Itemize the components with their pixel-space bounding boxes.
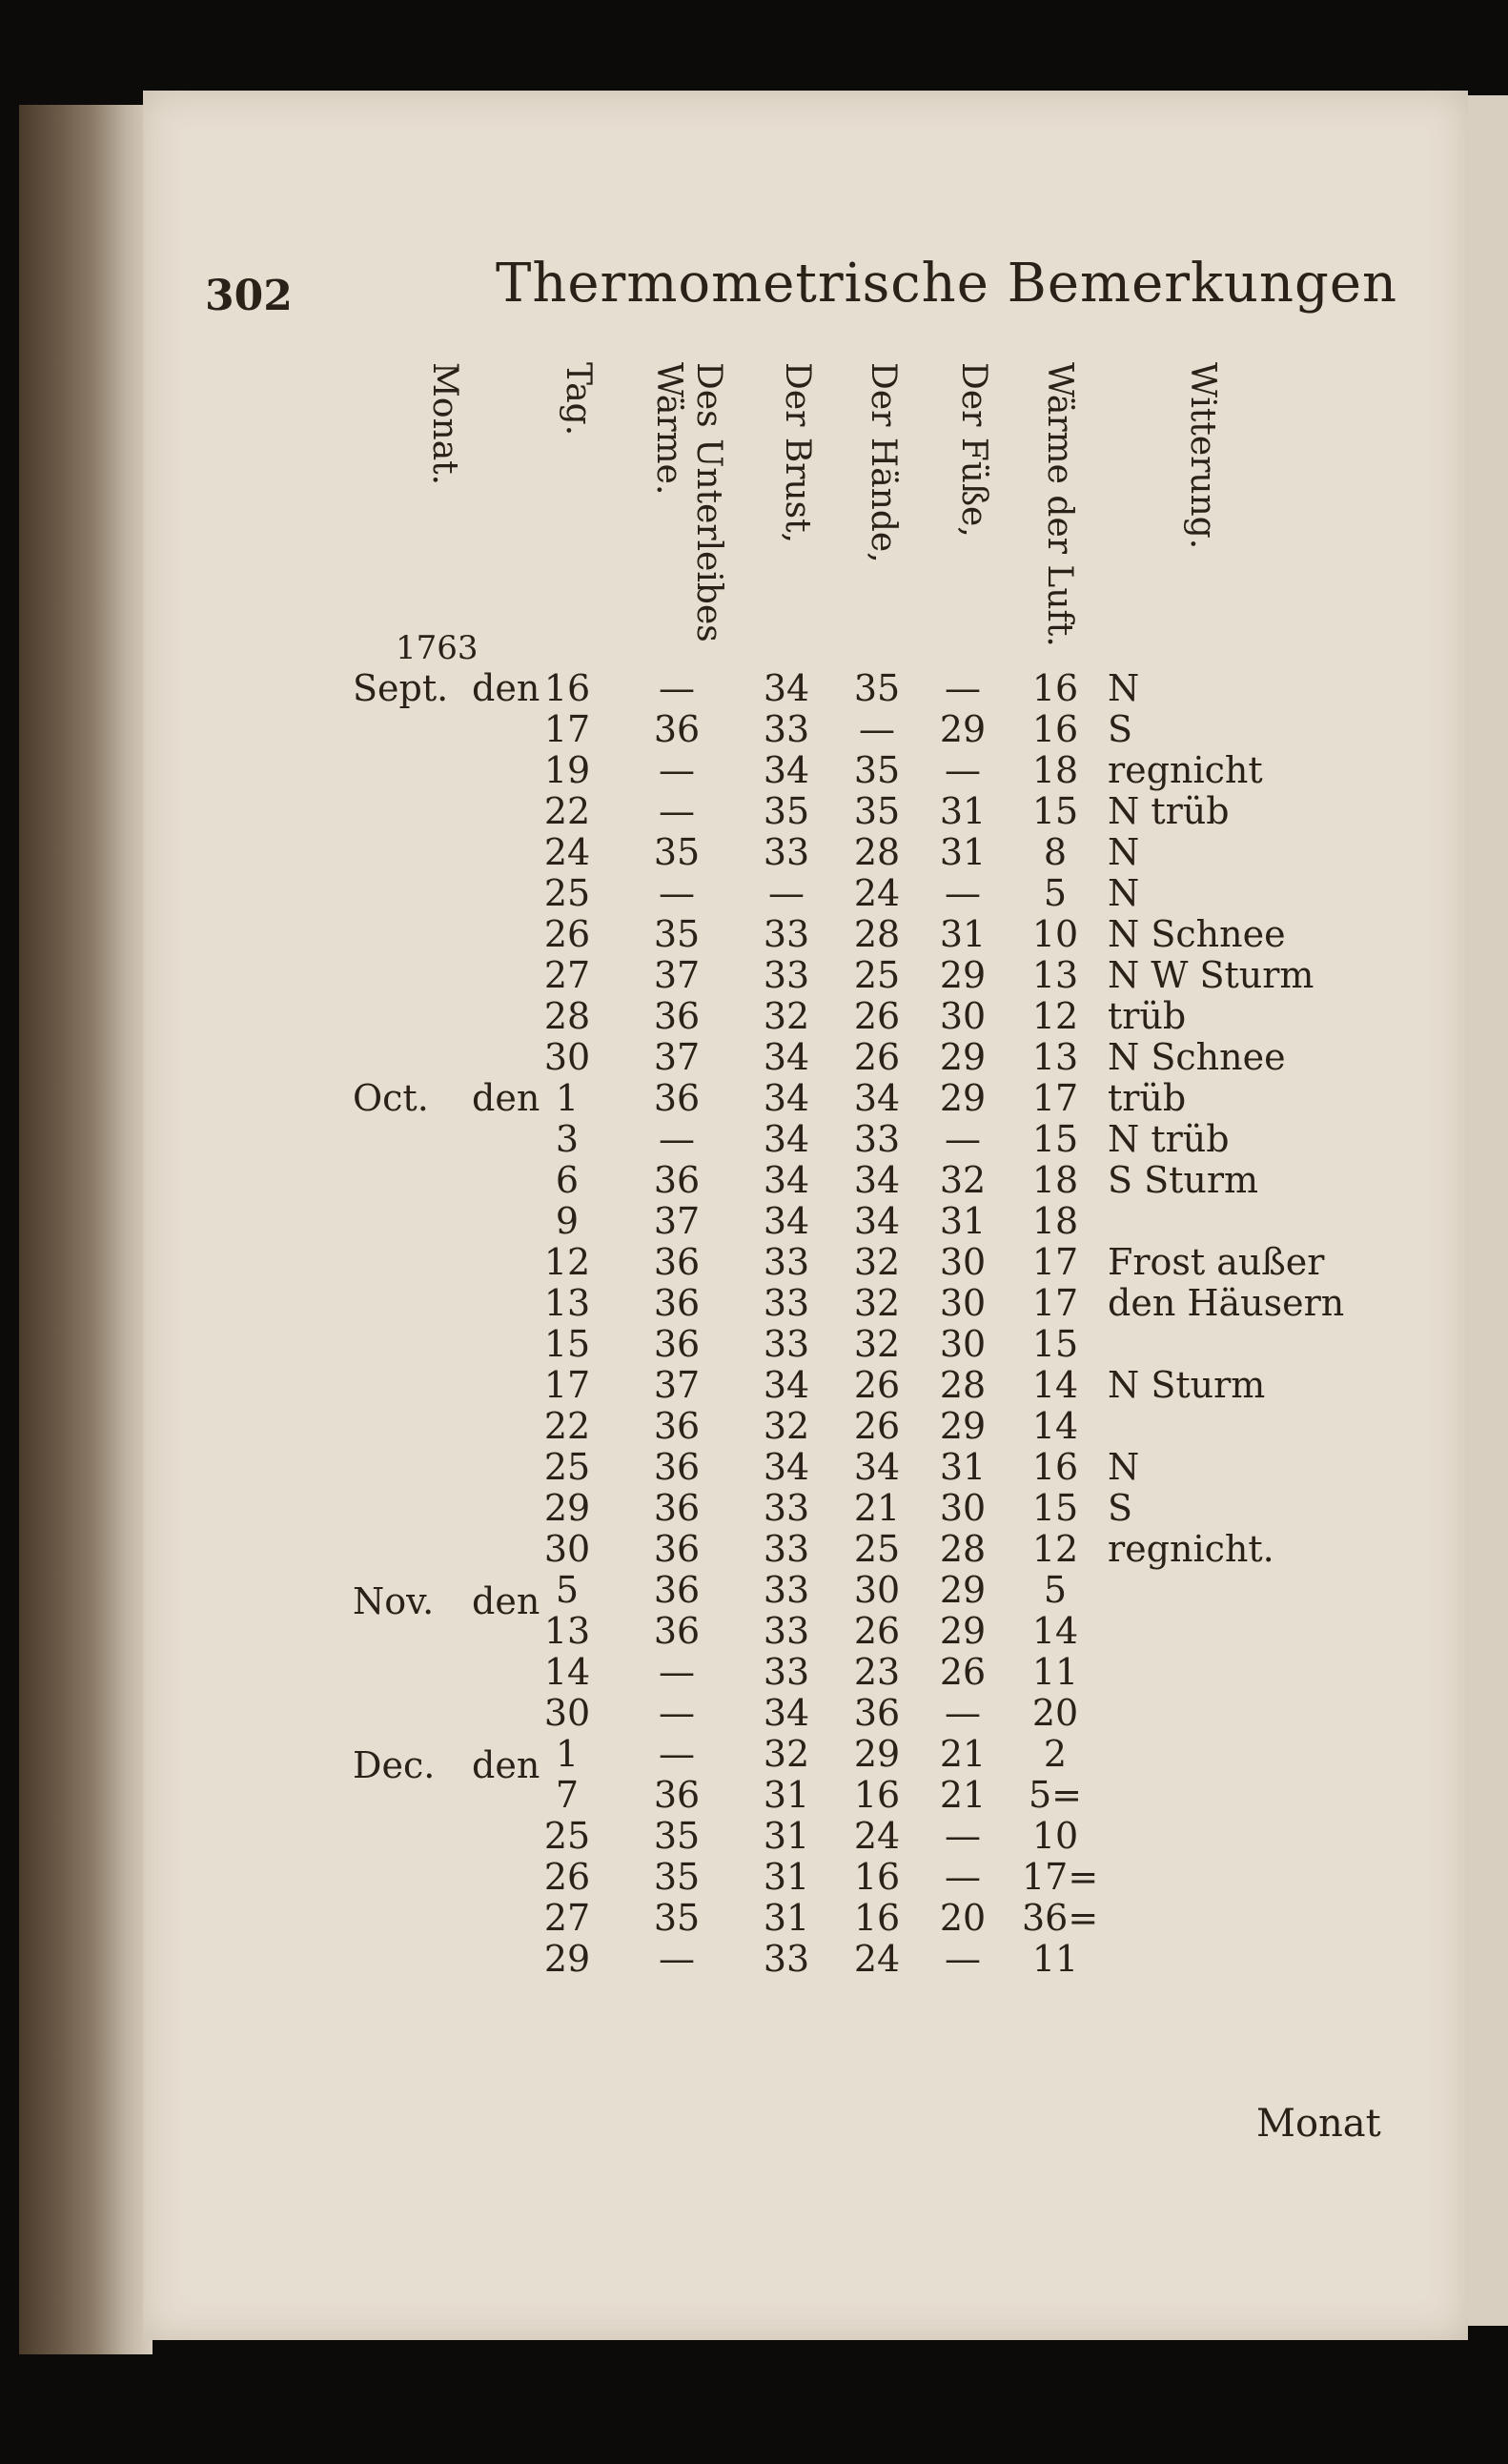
cell-witterung: regnicht (1108, 749, 1263, 791)
cell-brust: 34 (763, 1446, 810, 1488)
cell-brust: 31 (763, 1897, 810, 1939)
cell-brust: 33 (763, 1487, 810, 1529)
cell-tag: 25 (543, 1446, 591, 1488)
cell-luft: 18 (1031, 749, 1079, 791)
book-page-edges (19, 105, 153, 2354)
page-number: 302 (205, 272, 293, 320)
cell-fuesse: 30 (939, 1487, 987, 1529)
cell-haende: 34 (853, 1446, 901, 1488)
cell-brust: 32 (763, 1733, 810, 1775)
cell-haende: 24 (853, 1815, 901, 1857)
cell-luft: 11 (1031, 1651, 1079, 1693)
cell-tag: 22 (543, 790, 591, 832)
cell-unterleib: 36 (653, 995, 701, 1037)
cell-luft: 5 (1043, 1569, 1068, 1611)
cell-tag: 17 (543, 1364, 591, 1406)
cell-unterleib: 37 (653, 954, 701, 996)
cell-tag: 6 (555, 1159, 580, 1201)
den-label: den (472, 1077, 540, 1119)
cell-brust: 34 (763, 1077, 810, 1119)
cell-tag: 19 (543, 749, 591, 791)
cell-unterleib: — (659, 872, 695, 914)
cell-unterleib: 37 (653, 1036, 701, 1078)
cell-tag: 22 (543, 1405, 591, 1447)
cell-luft: 36= (1022, 1897, 1099, 1939)
cell-brust: 33 (763, 954, 810, 996)
cell-luft: 10 (1031, 1815, 1079, 1857)
cell-unterleib: 36 (653, 1487, 701, 1529)
cell-tag: 30 (543, 1036, 591, 1078)
cell-haende: 28 (853, 831, 901, 873)
cell-haende: 34 (853, 1200, 901, 1242)
cell-haende: 26 (853, 1405, 901, 1447)
cell-unterleib: 36 (653, 1323, 701, 1365)
cell-tag: 30 (543, 1692, 591, 1734)
cell-haende: 35 (853, 667, 901, 709)
cell-haende: 29 (853, 1733, 901, 1775)
cell-unterleib: — (659, 1651, 695, 1693)
cell-haende: — (859, 708, 895, 750)
den-label: den (472, 667, 540, 709)
cell-luft: 14 (1031, 1405, 1079, 1447)
cell-luft: 15 (1031, 790, 1079, 832)
cell-fuesse: 30 (939, 1323, 987, 1365)
cell-unterleib: 36 (653, 1077, 701, 1119)
column-header-unterleib: Des Unterleibes Wärme. (649, 362, 728, 642)
cell-haende: 35 (853, 790, 901, 832)
cell-haende: 25 (853, 954, 901, 996)
cell-witterung: regnicht. (1108, 1528, 1274, 1570)
cell-fuesse: — (945, 749, 981, 791)
cell-fuesse: 29 (939, 708, 987, 750)
cell-luft: 14 (1031, 1610, 1079, 1652)
cell-fuesse: 28 (939, 1364, 987, 1406)
cell-witterung: N (1108, 1446, 1140, 1488)
cell-fuesse: 29 (939, 1405, 987, 1447)
cell-tag: 27 (543, 954, 591, 996)
cell-tag: 28 (543, 995, 591, 1037)
cell-unterleib: 35 (653, 1897, 701, 1939)
cell-fuesse: 26 (939, 1651, 987, 1693)
cell-brust: 32 (763, 995, 810, 1037)
cell-fuesse: — (945, 1815, 981, 1857)
cell-witterung: N W Sturm (1108, 954, 1314, 996)
cell-fuesse: 29 (939, 1610, 987, 1652)
cell-unterleib: 36 (653, 708, 701, 750)
cell-fuesse: 29 (939, 1036, 987, 1078)
month-label-dec: Dec. (353, 1744, 436, 1786)
cell-brust: 33 (763, 708, 810, 750)
cell-brust: 33 (763, 1528, 810, 1570)
cell-fuesse: 29 (939, 1569, 987, 1611)
cell-brust: 34 (763, 1364, 810, 1406)
cell-luft: 10 (1031, 913, 1079, 955)
cell-witterung: N trüb (1108, 1118, 1230, 1160)
cell-luft: 16 (1031, 708, 1079, 750)
cell-unterleib: 35 (653, 913, 701, 955)
cell-fuesse: 32 (939, 1159, 987, 1201)
cell-haende: 26 (853, 995, 901, 1037)
cell-fuesse: 28 (939, 1528, 987, 1570)
cell-unterleib: — (659, 1938, 695, 1980)
cell-unterleib: 37 (653, 1200, 701, 1242)
cell-brust: 35 (763, 790, 810, 832)
cell-unterleib: 36 (653, 1446, 701, 1488)
cell-brust: 33 (763, 831, 810, 873)
cell-haende: 36 (853, 1692, 901, 1734)
cell-tag: 17 (543, 708, 591, 750)
cell-luft: 16 (1031, 667, 1079, 709)
cell-brust: 34 (763, 1036, 810, 1078)
cell-brust: 33 (763, 1651, 810, 1693)
cell-haende: 34 (853, 1077, 901, 1119)
cell-luft: 18 (1031, 1159, 1079, 1201)
cell-luft: 18 (1031, 1200, 1079, 1242)
cell-unterleib: — (659, 1692, 695, 1734)
cell-unterleib: 35 (653, 831, 701, 873)
cell-haende: 26 (853, 1036, 901, 1078)
cell-fuesse: 20 (939, 1897, 987, 1939)
catchword: Monat (1256, 2102, 1381, 2146)
cell-luft: 17 (1031, 1241, 1079, 1283)
den-label: den (472, 1744, 540, 1786)
cell-unterleib: — (659, 1118, 695, 1160)
cell-luft: 15 (1031, 1487, 1079, 1529)
cell-brust: 32 (763, 1405, 810, 1447)
cell-luft: 15 (1031, 1118, 1079, 1160)
cell-unterleib: — (659, 667, 695, 709)
cell-witterung: N (1108, 872, 1140, 914)
cell-luft: 16 (1031, 1446, 1079, 1488)
cell-brust: 34 (763, 1118, 810, 1160)
cell-haende: 16 (853, 1774, 901, 1816)
cell-witterung: trüb (1108, 1077, 1187, 1119)
cell-unterleib: — (659, 749, 695, 791)
cell-unterleib: 36 (653, 1610, 701, 1652)
cell-haende: 16 (853, 1856, 901, 1898)
cell-tag: 3 (555, 1118, 580, 1160)
cell-haende: 26 (853, 1364, 901, 1406)
cell-fuesse: 29 (939, 1077, 987, 1119)
cell-haende: 35 (853, 749, 901, 791)
cell-unterleib: 36 (653, 1405, 701, 1447)
cell-fuesse: 21 (939, 1733, 987, 1775)
cell-luft: 17 (1031, 1077, 1079, 1119)
cell-haende: 16 (853, 1897, 901, 1939)
cell-witterung: N (1108, 667, 1140, 709)
cell-fuesse: 21 (939, 1774, 987, 1816)
column-header-witterung: Witterung. (1183, 362, 1222, 550)
cell-luft: 20 (1031, 1692, 1079, 1734)
cell-fuesse: 31 (939, 913, 987, 955)
cell-luft: 8 (1043, 831, 1068, 873)
month-label-nov: Nov. (353, 1580, 435, 1622)
cell-brust: 33 (763, 1938, 810, 1980)
cell-haende: 32 (853, 1282, 901, 1324)
cell-brust: 31 (763, 1815, 810, 1857)
cell-witterung: N Schnee (1108, 913, 1286, 955)
cell-fuesse: — (945, 1856, 981, 1898)
cell-witterung: den Häusern (1108, 1282, 1345, 1324)
cell-luft: 12 (1031, 1528, 1079, 1570)
cell-tag: 29 (543, 1938, 591, 1980)
cell-fuesse: — (945, 872, 981, 914)
cell-unterleib: 37 (653, 1364, 701, 1406)
cell-tag: 24 (543, 831, 591, 873)
cell-brust: — (768, 872, 805, 914)
cell-tag: 26 (543, 1856, 591, 1898)
cell-haende: 30 (853, 1569, 901, 1611)
cell-brust: 34 (763, 667, 810, 709)
cell-fuesse: — (945, 1692, 981, 1734)
cell-tag: 13 (543, 1282, 591, 1324)
cell-brust: 33 (763, 1569, 810, 1611)
column-header-tag: Tag. (559, 362, 598, 437)
cell-brust: 33 (763, 1323, 810, 1365)
cell-brust: 33 (763, 1282, 810, 1324)
cell-unterleib: 35 (653, 1815, 701, 1857)
cell-fuesse: 30 (939, 1241, 987, 1283)
cell-brust: 33 (763, 1241, 810, 1283)
cell-unterleib: 36 (653, 1569, 701, 1611)
cell-unterleib: — (659, 1733, 695, 1775)
cell-tag: 1 (555, 1733, 580, 1775)
cell-fuesse: — (945, 1938, 981, 1980)
cell-tag: 1 (555, 1077, 580, 1119)
cell-tag: 26 (543, 913, 591, 955)
month-label-oct: Oct. (353, 1077, 429, 1119)
cell-luft: 14 (1031, 1364, 1079, 1406)
cell-witterung: S (1108, 1487, 1133, 1529)
cell-tag: 7 (555, 1774, 580, 1816)
cell-fuesse: 31 (939, 1200, 987, 1242)
cell-witterung: Frost außer (1108, 1241, 1325, 1283)
cell-haende: 26 (853, 1610, 901, 1652)
column-header-haende: Der Hände, (864, 362, 903, 563)
cell-tag: 13 (543, 1610, 591, 1652)
cell-witterung: N Sturm (1108, 1364, 1266, 1406)
cell-fuesse: 30 (939, 1282, 987, 1324)
cell-tag: 15 (543, 1323, 591, 1365)
cell-unterleib: 36 (653, 1528, 701, 1570)
cell-witterung: N trüb (1108, 790, 1230, 832)
cell-tag: 5 (555, 1569, 580, 1611)
cell-brust: 34 (763, 1200, 810, 1242)
cell-fuesse: 30 (939, 995, 987, 1037)
cell-witterung: N (1108, 831, 1140, 873)
cell-brust: 34 (763, 749, 810, 791)
cell-brust: 33 (763, 1610, 810, 1652)
cell-unterleib: 36 (653, 1282, 701, 1324)
cell-luft: 5 (1043, 872, 1068, 914)
cell-luft: 13 (1031, 954, 1079, 996)
cell-tag: 9 (555, 1200, 580, 1242)
cell-brust: 34 (763, 1159, 810, 1201)
cell-luft: 11 (1031, 1938, 1079, 1980)
cell-luft: 5= (1028, 1774, 1083, 1816)
cell-tag: 25 (543, 872, 591, 914)
cell-haende: 28 (853, 913, 901, 955)
cell-luft: 12 (1031, 995, 1079, 1037)
cell-fuesse: 31 (939, 790, 987, 832)
cell-fuesse: — (945, 667, 981, 709)
cell-luft: 2 (1043, 1733, 1068, 1775)
cell-luft: 17 (1031, 1282, 1079, 1324)
cell-unterleib: 36 (653, 1241, 701, 1283)
cell-haende: 21 (853, 1487, 901, 1529)
cell-fuesse: 31 (939, 1446, 987, 1488)
column-header-monat: Monat. (425, 362, 464, 486)
cell-tag: 25 (543, 1815, 591, 1857)
cell-witterung: S (1108, 708, 1133, 750)
cell-luft: 15 (1031, 1323, 1079, 1365)
column-header-brust: Der Brust, (778, 362, 817, 544)
cell-unterleib: 36 (653, 1774, 701, 1816)
cell-tag: 14 (543, 1651, 591, 1693)
cell-tag: 12 (543, 1241, 591, 1283)
page-title: Thermometrische Bemerkungen (496, 253, 1398, 315)
cell-haende: 24 (853, 1938, 901, 1980)
cell-haende: 34 (853, 1159, 901, 1201)
cell-luft: 13 (1031, 1036, 1079, 1078)
cell-brust: 34 (763, 1692, 810, 1734)
cell-fuesse: 31 (939, 831, 987, 873)
cell-brust: 31 (763, 1774, 810, 1816)
cell-haende: 23 (853, 1651, 901, 1693)
column-header-fuesse: Der Füße, (954, 362, 993, 538)
cell-brust: 33 (763, 913, 810, 955)
cell-witterung: S Sturm (1108, 1159, 1259, 1201)
cell-haende: 24 (853, 872, 901, 914)
cell-fuesse: — (945, 1118, 981, 1160)
den-label: den (472, 1580, 540, 1622)
column-header-luft: Wärme der Luft. (1040, 362, 1079, 647)
cell-haende: 25 (853, 1528, 901, 1570)
cell-unterleib: 35 (653, 1856, 701, 1898)
cell-unterleib: — (659, 790, 695, 832)
year-label: 1763 (396, 629, 479, 667)
cell-witterung: N Schnee (1108, 1036, 1286, 1078)
cell-haende: 32 (853, 1323, 901, 1365)
cell-haende: 33 (853, 1118, 901, 1160)
cell-witterung: trüb (1108, 995, 1187, 1037)
cell-fuesse: 29 (939, 954, 987, 996)
cell-tag: 29 (543, 1487, 591, 1529)
cell-tag: 16 (543, 667, 591, 709)
cell-tag: 30 (543, 1528, 591, 1570)
month-label-sept: Sept. (353, 667, 449, 709)
cell-luft: 17= (1022, 1856, 1099, 1898)
cell-tag: 27 (543, 1897, 591, 1939)
adjacent-page-edge (1468, 95, 1508, 2326)
cell-unterleib: 36 (653, 1159, 701, 1201)
cell-haende: 32 (853, 1241, 901, 1283)
cell-brust: 31 (763, 1856, 810, 1898)
